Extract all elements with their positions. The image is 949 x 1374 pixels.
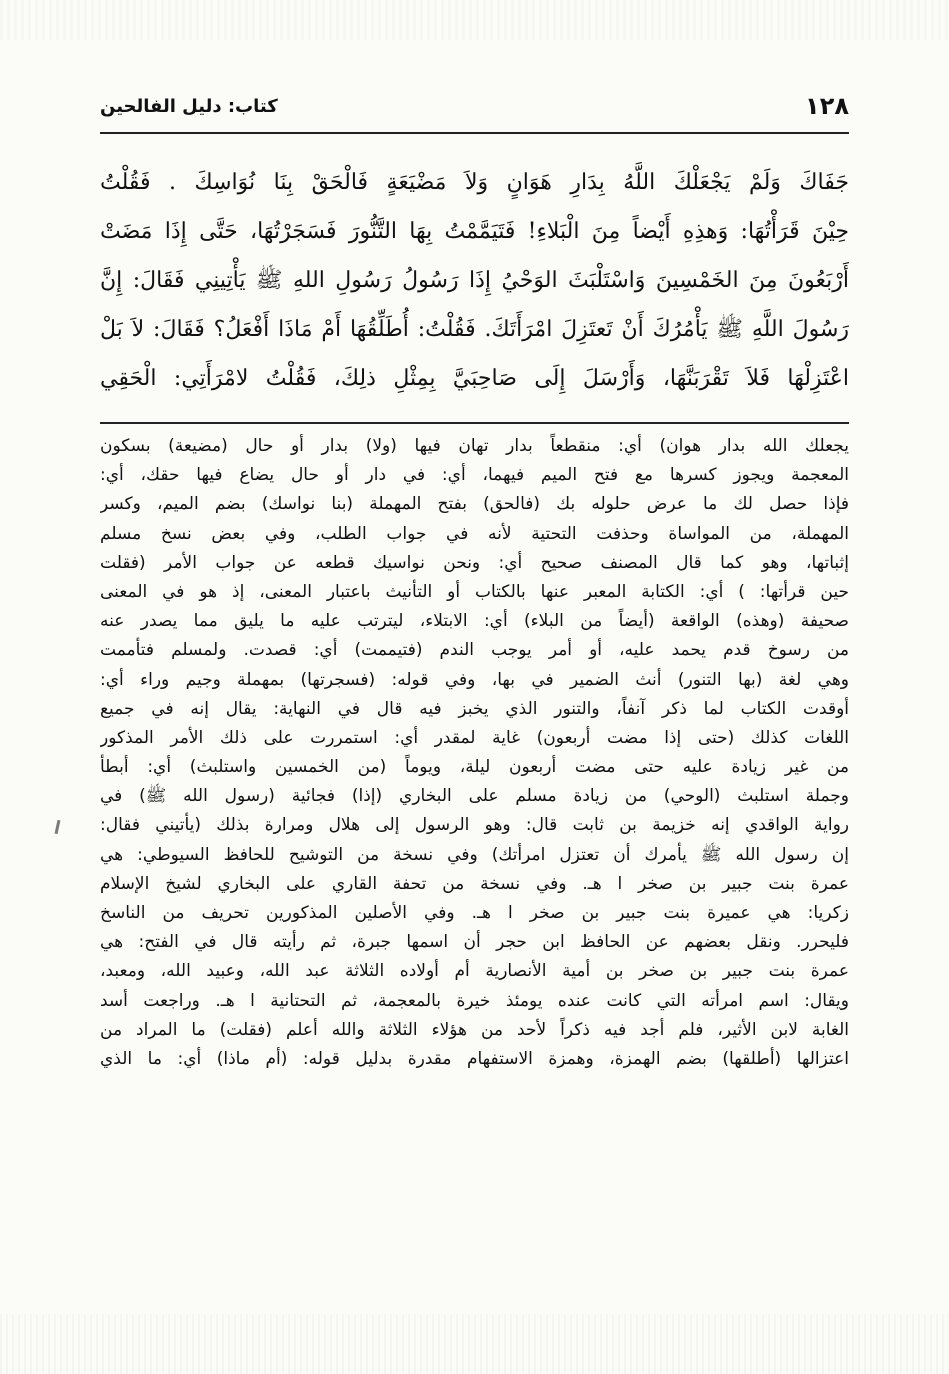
- commentary-line: وهي لغة (بها التنور) أنث الضمير في بها، وفي قوله: (فسجرتها) بمهملة وجيم وراء أي:: [100, 669, 849, 690]
- main-text-line: أَرْبَعُونَ مِنَ الخَمْسِينَ وَاسْتَلْبَثَ الوَحْيُ إِذَا رَسُولُ رَسُولِ اللهِ ﷺ يَأْتِينِي فَقَالَ: إِنَّ: [100, 268, 849, 293]
- scan-texture-bottom: [0, 1314, 949, 1374]
- commentary-line: اعتزالها (أطلقها) بضم الهمزة، وهمزة الاستفهام مقدرة بدليل قوله: (أم ماذا) أي: ما الذي: [100, 1048, 849, 1069]
- commentary-line: وجملة استلبث (الوحي) من زيادة مسلم على البخاري (إذا) فجائية (رسول الله ﷺ) في: [100, 786, 849, 807]
- commentary-line: يجعلك الله بدار هوان) أي: منقطعاً بدار تهان فيها (ولا) بدار أو حال (مضيعة) بسكون: [100, 436, 849, 456]
- commentary-line: عمرة بنت جبير بن صخر ا هـ. وفي نسخة من تحفة القاري على البخاري لشيخ الإسلام: [100, 873, 849, 894]
- commentary-line: المهملة، من المواساة وحذفت التحتية لأنه في جواب الطلب، وفي بعض نسخ مسلم: [100, 523, 849, 544]
- page-header: [100, 92, 849, 128]
- commentary-line: المعجمة ويجوز كسرها مع فتح الميم فيهما، أي: في دار أو حال يضاع فيها حقك، أي:: [100, 465, 849, 486]
- commentary-line: من رسوخ قدم يحمد عليه، أو أمر يوجب الندم (فتيممت) أي: قصدت. ولمسلم فتأممت: [100, 640, 849, 661]
- main-text-line: رَسُولَ اللَّهِ ﷺ يَأْمُرُكَ أَنْ تَعتَزِلَ امْرَأَتَكَ. فَقُلْتُ: أُطَلِّقُهَا أَمْ مَاذَا أَفْعَلُ؟ فَقَالَ: لاَ بَلْ: [100, 317, 849, 342]
- commentary-line: إثباتها، وهو كما قال المصنف صحيح أي: ونحن نواسيك قطعه عن جواب الأمر (فقلت: [100, 552, 849, 573]
- main-text-line: حِيْنَ قَرَأْتُهَا: وَهذِهِ أَيْضاً مِنَ الْبَلاءِ! فَتَيَمَّمْتُ بِهَا التَّنُّورَ فَسَجَرْتُهَا، حَتَّى إِذَا مَضَتْ: [100, 219, 849, 244]
- commentary-line: فليحرر. ونقل بعضهم عن الحافظ ابن حجر أن اسمها جبرة، ثم رأيته قال في الفتح: هي: [100, 932, 849, 953]
- commentary-line: زكريا: هي عميرة بنت جبير بن صخر ا هـ. وفي الأصلين المذكورين تحريف من الناسخ: [100, 903, 849, 923]
- commentary-line: صحيفة (وهذه) الواقعة (أيضاً من البلاء) أي: الابتلاء، ليترتب عليه ما يليق مما يصدر عنه: [100, 611, 849, 632]
- main-text-line: جَفَاكَ وَلَمْ يَجْعَلْكَ اللَّهُ بِدَارِ هَوَانٍ وَلاَ مَضْيَعَةٍ فَالْحَقْ بِنَا نُوَاسِكَ . فَقُلْتُ: [100, 170, 849, 195]
- commentary-line: اللغات كذلك (حتى إذا مضت أربعون) غاية لمقدر أي: استمررت على ذلك الأمر المذكور: [100, 727, 849, 748]
- margin-pen-mark: [55, 820, 61, 834]
- commentary-line: عمرة بنت جبير بن صخر بن أمية الأنصارية أم أولاده الثلاثة عبد الله، وعبيد الله، ومعبد،: [100, 961, 849, 982]
- book-title: كتاب: دليل الفالحين: [100, 96, 278, 117]
- header-divider: [100, 132, 849, 134]
- commentary-line: حين قرأتها: ) أي: الكتابة المعبر عنها بالكتاب أو التأنيث باعتبار المعنى، إذ هو في المعنى: [100, 581, 849, 602]
- commentary-line: ويقال: اسم امرأته التي كانت عنده يومئذ خيرة بالمعجمة، ثم التحتانية ا هـ. وراجعت أسد: [100, 990, 849, 1011]
- scan-texture-top: [0, 0, 949, 40]
- commentary-line: أوقدت الكتاب لما ذكر آنفاً، والتنور الذي يخبز فيه قال في النهاية: يقال إنه في جميع: [100, 698, 849, 719]
- commentary-divider: [100, 422, 849, 424]
- commentary-line: رواية الواقدي إنه خزيمة بن ثابت قال: وهو الرسول إلى هلال ومرارة بذلك (يأتيني فقال:: [100, 815, 849, 836]
- commentary-line: إن رسول الله ﷺ يأمرك أن تعتزل امرأتك) وفي نسخة من التوشيح للحافظ السيوطي: هي: [100, 844, 849, 865]
- page-number: ١٢٨: [805, 92, 849, 120]
- commentary-line: فإذا حصل لك ما عرض حلوله بك (فالحق) بفتح المهملة (بنا نواسك) بضم الميم، وكسر: [100, 494, 849, 515]
- commentary-line: الغابة لابن الأثير، فلم أجد فيه ذكراً لأحد من هؤلاء الثلاثة والله أعلم (فقلت) ما المراد من: [100, 1019, 849, 1040]
- hadith-main-text: [100, 158, 849, 403]
- commentary-line: من غير زيادة عليه حتى مضت أربعون ليلة، ويوماً (من الخمسين واستلبث) أي: أبطأ: [100, 757, 849, 778]
- main-text-line: اعْتَزِلْهَا فَلاَ تَقْرَبَنَّهَا، وَأَرْسَلَ إِلَى صَاحِبَيَّ بِمِثْلِ ذلِكَ، فَقُلْتُ لامْرَأَتِي: الْحَقِي: [100, 366, 849, 391]
- commentary-text: [100, 432, 849, 1074]
